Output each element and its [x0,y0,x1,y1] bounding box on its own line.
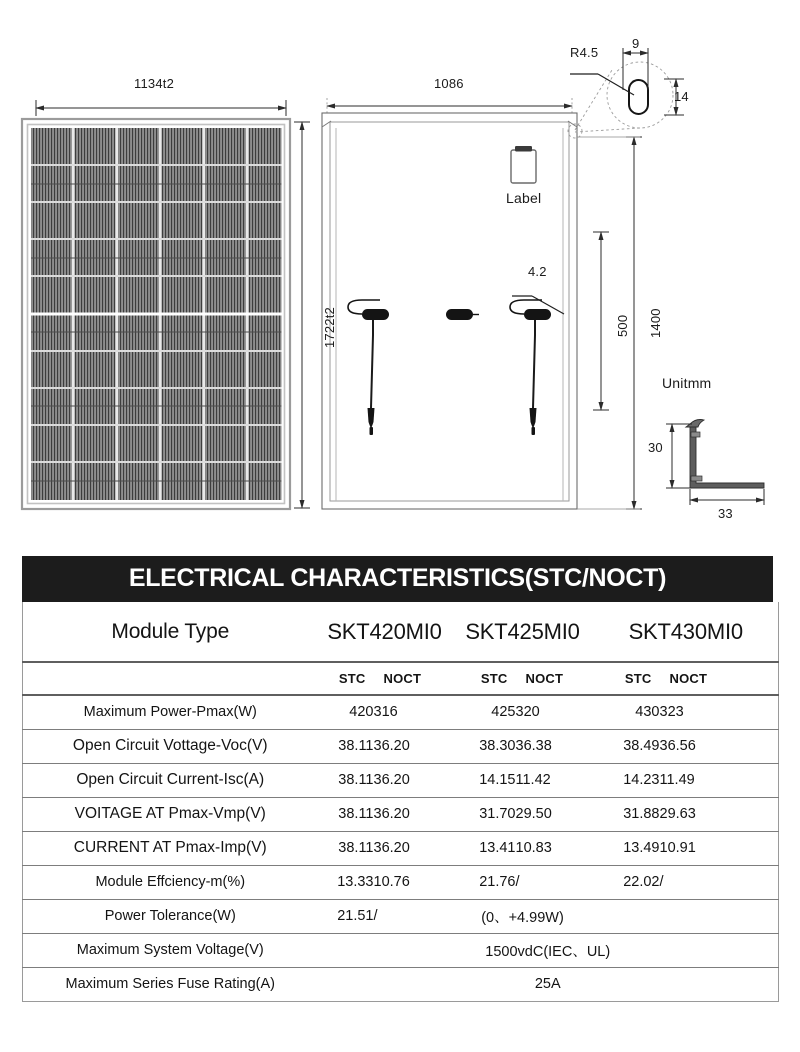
table-row [23,865,779,899]
row-label: Module Effciency-m(%) [23,865,318,899]
row-value: / [660,865,779,899]
module-type-header: Module Type [111,619,230,643]
module-label-graphic [511,146,536,183]
front-height-dimension: 1722t2 [322,307,337,348]
row-value: 316 [374,695,452,729]
condition-header-4: NOCT [516,662,594,695]
condition-header-1: STC [318,662,374,695]
row-value: 21.76 [452,865,516,899]
condition-header-5: STC [594,662,660,695]
table-row-conditions [23,662,779,695]
table-row [23,695,779,729]
row-value: 29.50 [516,797,594,831]
label-caption: Label [506,190,542,206]
table-row [23,797,779,831]
row-value: 36.20 [374,729,452,763]
row-value: 38.11 [318,729,374,763]
row-value-merged: (0、+4.99W) [452,899,594,933]
condition-header-6: NOCT [660,662,779,695]
row-value: 38.11 [318,831,374,865]
row-value: 13.49 [594,831,660,865]
conditions-blank [23,662,318,695]
row-value: 38.11 [318,763,374,797]
row-label: Maximum Power-Pmax(W) [23,695,318,729]
module-type-2: SKT425MI0 [465,618,580,644]
spec-table-body [22,602,779,1002]
row-value: 11.42 [516,763,594,797]
row-value: 31.88 [594,797,660,831]
row-label: CURRENT AT Pmax-Imp(V) [23,831,318,865]
hole-width-dimension: 9 [632,36,640,51]
row-value-merged: 1500vdC(IEC、UL) [318,933,779,967]
row-value: 323 [660,695,779,729]
row-value-blank [660,899,779,933]
row-value: 320 [516,695,594,729]
row-value: 36.56 [660,729,779,763]
row-value: 38.11 [318,797,374,831]
front-width-dimension: 1134t2 [134,76,174,91]
row-value: 10.91 [660,831,779,865]
frame-width-dimension: 33 [718,506,733,521]
row-label: Open Circuit Vottage-Voc(V) [23,729,318,763]
radius-dimension: R4.5 [570,45,599,60]
condition-header-2: NOCT [374,662,452,695]
frame-height-dimension: 30 [648,440,663,455]
row-value: / [516,865,594,899]
table-row-power-tolerance [23,899,779,933]
row-value: 425 [452,695,516,729]
row-value: 36.38 [516,729,594,763]
row-label: Open Circuit Current-Isc(A) [23,763,318,797]
hole-height-dimension: 14 [674,89,689,104]
table-row [23,729,779,763]
row-value: 10.83 [516,831,594,865]
unit-note: Unitmm [662,375,712,391]
cable-dimension: 4.2 [528,264,547,279]
row-value: 36.20 [374,797,452,831]
table-row-module-type [23,602,779,662]
row-value: 31.70 [452,797,516,831]
row-value: 13.41 [452,831,516,865]
row-value: 420 [318,695,374,729]
back-width-dimension: 1086 [434,76,464,91]
row-value: 36.20 [374,763,452,797]
row-value: 14.23 [594,763,660,797]
row-value: 13.33 [318,865,374,899]
row-value: 21.51 [318,899,374,933]
row-value: / [374,899,452,933]
back-height-dimension: 1400 [648,308,663,338]
row-value: 38.30 [452,729,516,763]
table-row-max-fuse-rating [23,967,779,1001]
row-value-blank [594,899,660,933]
condition-header-3: STC [452,662,516,695]
row-value: 14.15 [452,763,516,797]
row-value: 22.02 [594,865,660,899]
frame-profile-graphic [686,420,764,489]
table-row-max-system-voltage [23,933,779,967]
electrical-characteristics-table [22,556,778,1002]
row-value: 38.49 [594,729,660,763]
row-value: 430 [594,695,660,729]
row-value: 11.49 [660,763,779,797]
cable-spacing-dimension: 500 [615,314,630,337]
module-type-1: SKT420MI0 [327,618,442,644]
table-row [23,831,779,865]
module-type-3: SKT430MI0 [628,618,743,644]
row-value: 36.20 [374,831,452,865]
row-value-merged: 25A [318,967,779,1001]
row-label: VOITAGE AT Pmax-Vmp(V) [23,797,318,831]
row-value: 29.63 [660,797,779,831]
row-label: Maximum Series Fuse Rating(A) [23,967,318,1001]
row-label: Power Tolerance(W) [23,899,318,933]
table-title: ELECTRICAL CHARACTERISTICS(STC/NOCT) [22,556,773,602]
row-value: 10.76 [374,865,452,899]
row-label: Maximum System Voltage(V) [23,933,318,967]
table-row [23,763,779,797]
